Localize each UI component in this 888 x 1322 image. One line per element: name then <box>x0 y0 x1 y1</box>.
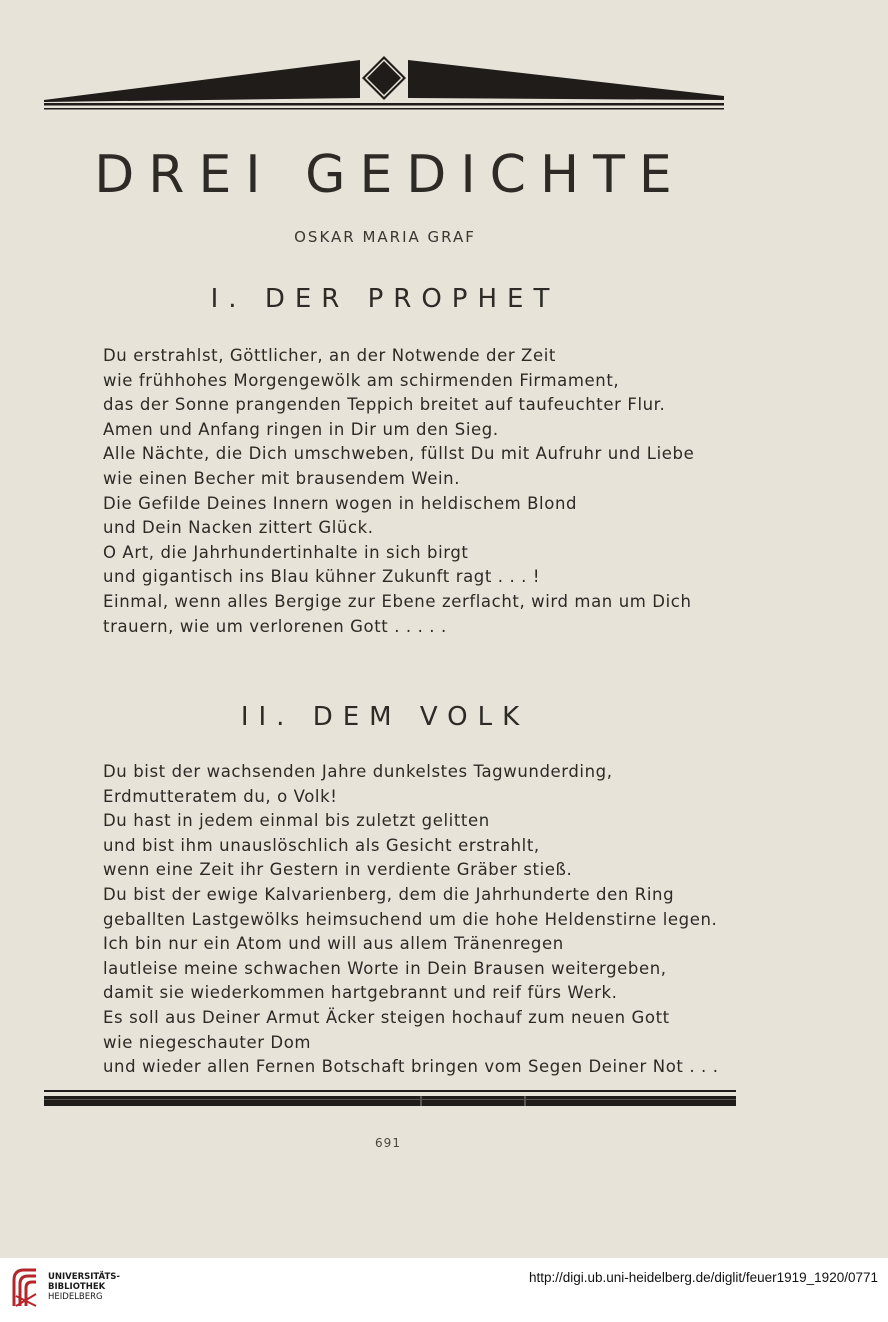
author-name: OSKAR MARIA GRAF <box>294 228 476 246</box>
poem-line: lautleise meine schwachen Worte in Dein Brausen weitergeben, <box>103 958 667 978</box>
university-library-logo[interactable] <box>10 1266 40 1310</box>
poem-heading-2: II. DEM VOLK <box>240 702 530 732</box>
poem-line: Amen und Anfang ringen in Dir um den Sieg. <box>103 419 499 439</box>
poem-body-1 <box>103 344 743 639</box>
poem-line: Du erstrahlst, Göttlicher, an der Notwende der Zeit <box>103 346 556 365</box>
poem-line: das der Sonne prangenden Teppich breitet auf taufeuchter Flur. <box>103 395 666 415</box>
source-url-link[interactable]: http://digi.ub.uni-heidelberg.de/diglit/feuer1919_1920/0771 <box>528 1270 878 1285</box>
poem-line: Einmal, wenn alles Bergige zur Ebene zerflacht, wird man um Dich <box>103 591 692 611</box>
poem-line: trauern, wie um verlorenen Gott . . . . . <box>103 616 447 636</box>
poem-line: geballten Lastgewölks heimsuchend um die hohe Heldenstirne legen. <box>103 909 718 929</box>
double-rule <box>44 1088 736 1110</box>
poem-line: wenn eine Zeit ihr Gestern in verdiente Gräber stieß. <box>103 860 573 880</box>
poem-line: Erdmutteratem du, o Volk! <box>103 786 338 806</box>
poem-heading-1: I. DER PROPHET <box>210 284 560 314</box>
library-name-line: HEIDELBERG <box>48 1292 103 1302</box>
poem-line: Alle Nächte, die Dich umschweben, füllst Du mit Aufruhr und Liebe <box>103 444 695 464</box>
library-name <box>48 1272 120 1302</box>
poem-body-2 <box>103 760 743 1080</box>
poem-line: und gigantisch ins Blau kühner Zukunft ragt . . . ! <box>103 567 541 587</box>
library-name-line: BIBLIOTHEK <box>48 1282 106 1292</box>
page-title: DREI GEDICHTE <box>94 145 686 205</box>
poem-line: wie frühhohes Morgengewölk am schirmenden Firmament, <box>103 370 620 390</box>
page-number: 691 <box>375 1136 401 1150</box>
digitization-footer <box>0 1258 888 1322</box>
poem-line: wie niegeschauter Dom <box>103 1032 312 1052</box>
art-deco-ornament <box>44 56 724 112</box>
poem-line: wie einen Becher mit brausendem Wein. <box>103 468 461 488</box>
library-name-line: UNIVERSITÄTS- <box>48 1272 120 1282</box>
poem-line: Die Gefilde Deines Innern wogen in heldischem Blond <box>103 493 578 513</box>
poem-line: und wieder allen Fernen Botschaft bringen vom Segen Deiner Not . . . <box>103 1057 719 1077</box>
poem-line: Du bist der ewige Kalvarienberg, dem die Jahrhunderte den Ring <box>103 884 675 904</box>
poem-line: Du hast in jedem einmal bis zuletzt gelitten <box>103 811 490 831</box>
poem-line: Es soll aus Deiner Armut Äcker steigen hochauf zum neuen Gott <box>103 1007 670 1027</box>
poem-line: O Art, die Jahrhundertinhalte in sich birgt <box>103 542 469 562</box>
poem-line: und bist ihm unauslöschlich als Gesicht erstrahlt, <box>103 835 540 855</box>
poem-line: Ich bin nur ein Atom und will aus allem Tränenregen <box>103 934 564 954</box>
poem-line: und Dein Nacken zittert Glück. <box>103 518 374 538</box>
poem-line: Du bist der wachsenden Jahre dunkelstes Tagwunderding, <box>103 762 613 781</box>
poem-line: damit sie wiederkommen hartgebrannt und reif fürs Werk. <box>103 983 618 1003</box>
